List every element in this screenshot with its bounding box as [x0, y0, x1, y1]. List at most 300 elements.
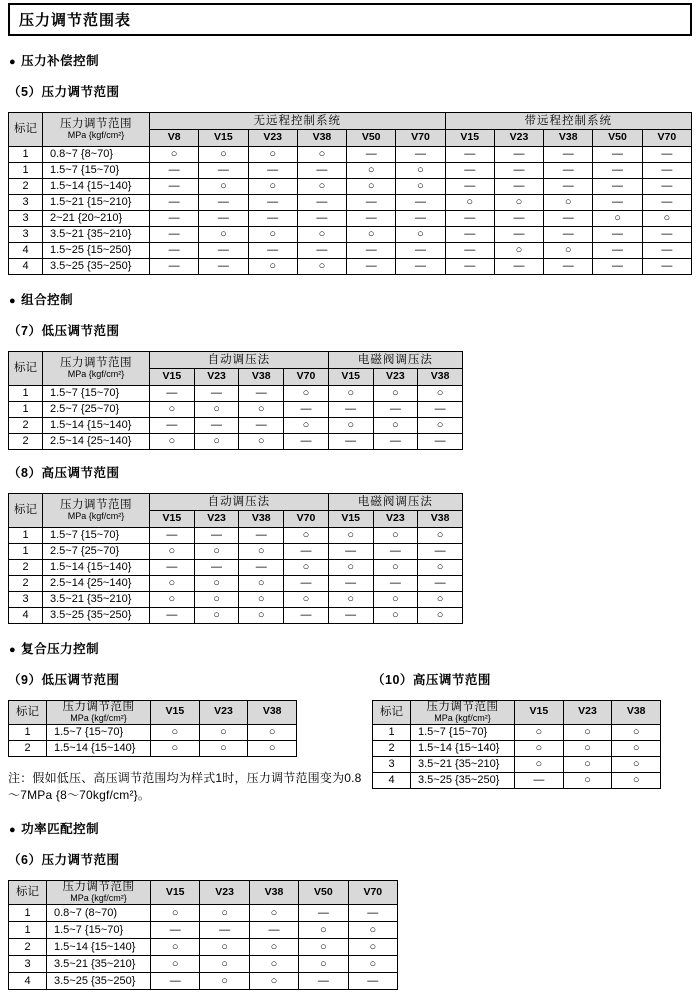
value-cell: ○: [348, 921, 397, 938]
section-label: 复合压力控制: [21, 642, 100, 656]
table-row: [373, 740, 661, 756]
table-header: [373, 701, 661, 725]
sub-heading-9: （9）低压调节范围: [8, 673, 120, 687]
column-header: V38: [239, 369, 284, 386]
value-cell: —: [150, 418, 195, 434]
value-cell: —: [445, 259, 494, 275]
value-cell: —: [445, 147, 494, 163]
value-cell: —: [150, 211, 199, 227]
section-heading-compound: [9, 639, 692, 657]
value-cell: ○: [248, 724, 297, 740]
mark-cell: 1: [9, 163, 43, 179]
value-cell: ○: [612, 724, 661, 740]
range-header-line2: MPa {kgf/cm²}: [67, 129, 125, 140]
value-cell: —: [150, 163, 199, 179]
range-cell: 1.5~7 {15~70}: [43, 163, 150, 179]
bullet-icon: ●: [9, 295, 17, 307]
mark-cell: 2: [9, 560, 43, 576]
table-row: [9, 576, 463, 592]
mark-cell: 1: [9, 921, 47, 938]
column-header: V23: [494, 130, 543, 147]
value-cell: ○: [249, 955, 298, 972]
range-header-line1: 压力调节范围: [60, 357, 132, 370]
bullet-icon: ●: [9, 824, 17, 837]
value-cell: ○: [373, 528, 418, 544]
value-cell: ○: [563, 756, 612, 772]
table-row: [9, 544, 463, 560]
table-row: [9, 528, 463, 544]
value-cell: ○: [151, 938, 200, 955]
mark-cell: 3: [373, 756, 411, 772]
value-cell: ○: [150, 576, 195, 592]
value-cell: ○: [418, 528, 463, 544]
table-header: [9, 113, 692, 147]
value-cell: ○: [347, 179, 396, 195]
value-cell: ○: [150, 147, 199, 163]
section-heading-compensation: [9, 51, 692, 69]
range-header-line1: 压力调节范围: [62, 881, 135, 894]
group-header: 自动调压法: [150, 494, 329, 511]
table-row: [373, 724, 661, 740]
value-cell: ○: [200, 972, 249, 989]
sub-heading-8: （8）高压调节范围: [8, 466, 120, 480]
value-cell: —: [494, 227, 543, 243]
table-body: [9, 528, 463, 624]
value-cell: —: [396, 259, 445, 275]
value-cell: —: [297, 195, 346, 211]
value-cell: —: [297, 163, 346, 179]
column-header: V70: [642, 130, 691, 147]
range-cell: 2.5~14 {25~140}: [43, 576, 150, 592]
column-header: V50: [593, 130, 642, 147]
value-cell: —: [284, 544, 329, 560]
value-cell: ○: [299, 921, 348, 938]
value-cell: —: [239, 528, 284, 544]
value-cell: ○: [328, 386, 373, 402]
table-row: [9, 259, 692, 275]
range-cell: 1.5~14 {15~140}: [43, 560, 150, 576]
value-cell: —: [494, 259, 543, 275]
mark-header: 标记: [373, 701, 411, 725]
value-cell: —: [642, 227, 691, 243]
mark-cell: 2: [9, 418, 43, 434]
column-header: V50: [299, 881, 348, 905]
mark-cell: 3: [9, 227, 43, 243]
value-cell: ○: [373, 560, 418, 576]
group-header: 无远程控制系统: [150, 113, 446, 130]
section-heading-combined: [9, 290, 692, 308]
table-row: [9, 402, 463, 418]
value-cell: ○: [194, 544, 239, 560]
range-header: [43, 352, 150, 386]
value-cell: ○: [284, 418, 329, 434]
value-cell: —: [396, 147, 445, 163]
value-cell: —: [494, 211, 543, 227]
value-cell: —: [593, 163, 642, 179]
value-cell: —: [418, 402, 463, 418]
value-cell: —: [347, 211, 396, 227]
value-cell: ○: [249, 972, 298, 989]
value-cell: ○: [418, 608, 463, 624]
range-header-line1: 压力调节范围: [60, 499, 132, 512]
value-cell: —: [418, 434, 463, 450]
value-cell: —: [150, 528, 195, 544]
sub-heading-10: （10）高压调节范围: [372, 673, 491, 687]
range-cell: 2.5~7 {25~70}: [43, 402, 150, 418]
value-cell: ○: [150, 592, 195, 608]
value-cell: ○: [248, 259, 297, 275]
value-cell: —: [445, 179, 494, 195]
column-header: V38: [544, 130, 593, 147]
value-cell: ○: [249, 904, 298, 921]
mark-cell: 3: [9, 592, 43, 608]
compound-columns: [8, 657, 692, 804]
value-cell: —: [494, 179, 543, 195]
range-header-line1: 压力调节范围: [62, 701, 135, 713]
table-body: [9, 147, 692, 275]
value-cell: —: [328, 434, 373, 450]
value-cell: ○: [150, 402, 195, 418]
value-cell: ○: [593, 211, 642, 227]
range-cell: 1.5~14 {15~140}: [43, 179, 150, 195]
value-cell: ○: [544, 243, 593, 259]
table-row: [9, 938, 398, 955]
value-cell: —: [593, 179, 642, 195]
value-cell: —: [150, 179, 199, 195]
value-cell: —: [299, 904, 348, 921]
value-cell: —: [418, 576, 463, 592]
range-cell: 1.5~25 {15~250}: [43, 243, 150, 259]
mark-cell: 2: [9, 576, 43, 592]
range-cell: 3.5~21 {35~210}: [43, 227, 150, 243]
column-header: V15: [151, 701, 200, 725]
value-cell: ○: [418, 386, 463, 402]
mark-header: 标记: [9, 113, 43, 147]
column-header: V15: [445, 130, 494, 147]
mark-header: 标记: [9, 881, 47, 905]
value-cell: ○: [151, 904, 200, 921]
range-header: [411, 701, 515, 725]
range-cell: 2.5~14 {25~140}: [43, 434, 150, 450]
value-cell: —: [150, 243, 199, 259]
value-cell: ○: [239, 592, 284, 608]
value-cell: —: [284, 608, 329, 624]
value-cell: ○: [418, 560, 463, 576]
value-cell: ○: [373, 592, 418, 608]
value-cell: ○: [200, 955, 249, 972]
value-cell: —: [494, 163, 543, 179]
range-header-line2: MPa {kgf/cm²}: [434, 712, 491, 723]
value-cell: —: [642, 259, 691, 275]
mark-cell: 2: [9, 434, 43, 450]
value-cell: ○: [515, 724, 564, 740]
value-cell: ○: [612, 756, 661, 772]
compound-right-column: [372, 657, 692, 789]
value-cell: ○: [347, 227, 396, 243]
column-header: V70: [284, 369, 329, 386]
value-cell: ○: [248, 227, 297, 243]
value-cell: —: [284, 434, 329, 450]
value-cell: ○: [284, 528, 329, 544]
value-cell: —: [284, 576, 329, 592]
value-cell: —: [150, 386, 195, 402]
table-row: [9, 608, 463, 624]
footnote: 注：假如低压、高压调节范围均为样式1时，压力调节范围变为0.8～7MPa {8～70kgf/cm²}。: [8, 770, 362, 802]
value-cell: ○: [151, 724, 200, 740]
value-cell: ○: [544, 195, 593, 211]
value-cell: ○: [199, 227, 248, 243]
value-cell: —: [544, 259, 593, 275]
sub-heading-6: （6）压力调节范围: [8, 853, 120, 868]
value-cell: —: [328, 544, 373, 560]
table-row: [373, 756, 661, 772]
range-cell: 1.5~14 {15~140}: [47, 740, 151, 756]
value-cell: —: [150, 259, 199, 275]
value-cell: ○: [563, 724, 612, 740]
compound-left-column: [8, 657, 372, 804]
table-header: [9, 352, 463, 386]
value-cell: —: [445, 243, 494, 259]
value-cell: ○: [150, 434, 195, 450]
range-cell: 3.5~21 {35~210}: [411, 756, 515, 772]
table-row: [9, 434, 463, 450]
value-cell: —: [194, 386, 239, 402]
value-cell: ○: [151, 955, 200, 972]
value-cell: ○: [297, 227, 346, 243]
table-row: [9, 921, 398, 938]
column-header: V38: [418, 511, 463, 528]
column-header: V38: [239, 511, 284, 528]
value-cell: —: [199, 259, 248, 275]
pressure-table-6: [8, 880, 398, 990]
column-header: V50: [347, 130, 396, 147]
value-cell: —: [200, 921, 249, 938]
mark-cell: 1: [9, 724, 47, 740]
range-cell: 3.5~21 {35~210}: [43, 592, 150, 608]
range-header-line1: 压力调节范围: [60, 118, 132, 131]
value-cell: —: [544, 179, 593, 195]
value-cell: —: [239, 418, 284, 434]
table-row: [9, 386, 463, 402]
value-cell: —: [642, 163, 691, 179]
value-cell: —: [347, 259, 396, 275]
bullet-icon: ●: [9, 644, 17, 656]
table-row: [9, 211, 692, 227]
pressure-table-5: [8, 112, 692, 275]
value-cell: ○: [328, 592, 373, 608]
range-cell: 1.5~14 {15~140}: [43, 418, 150, 434]
column-header: V23: [194, 511, 239, 528]
column-header: V38: [612, 701, 661, 725]
range-header-line2: MPa {kgf/cm²}: [70, 712, 127, 723]
column-header: V23: [373, 369, 418, 386]
mark-cell: 1: [9, 528, 43, 544]
range-cell: 2~21 {20~210}: [43, 211, 150, 227]
range-cell: 2.5~7 {25~70}: [43, 544, 150, 560]
page-title-text: 压力调节范围表: [19, 12, 132, 29]
column-header: V38: [249, 881, 298, 905]
value-cell: ○: [150, 544, 195, 560]
value-cell: ○: [239, 576, 284, 592]
mark-header: 标记: [9, 352, 43, 386]
column-header: V23: [194, 369, 239, 386]
value-cell: —: [328, 576, 373, 592]
value-cell: —: [284, 402, 329, 418]
range-cell: 1.5~14 {15~140}: [411, 740, 515, 756]
table-row: [9, 724, 297, 740]
range-cell: 3.5~25 {35~250}: [43, 608, 150, 624]
value-cell: —: [194, 560, 239, 576]
column-header: V15: [150, 511, 195, 528]
value-cell: —: [297, 211, 346, 227]
range-header: [47, 701, 151, 725]
value-cell: ○: [612, 740, 661, 756]
value-cell: —: [373, 402, 418, 418]
group-header-row: [9, 113, 692, 130]
value-cell: ○: [396, 163, 445, 179]
mark-cell: 1: [9, 904, 47, 921]
group-header: 带远程控制系统: [445, 113, 691, 130]
mark-header: 标记: [9, 494, 43, 528]
value-cell: —: [194, 418, 239, 434]
value-cell: —: [544, 211, 593, 227]
value-cell: —: [151, 921, 200, 938]
value-cell: ○: [299, 955, 348, 972]
mark-cell: 4: [9, 259, 43, 275]
value-cell: —: [150, 608, 195, 624]
value-cell: —: [347, 195, 396, 211]
value-cell: ○: [418, 418, 463, 434]
table-row: [9, 418, 463, 434]
value-cell: —: [642, 179, 691, 195]
value-cell: —: [396, 195, 445, 211]
value-cell: ○: [297, 259, 346, 275]
value-cell: ○: [239, 402, 284, 418]
group-header-row: [9, 494, 463, 511]
table-body: [373, 724, 661, 788]
value-cell: ○: [194, 576, 239, 592]
table-body: [9, 386, 463, 450]
mark-cell: 3: [9, 195, 43, 211]
group-header: 电磁阀调压法: [328, 352, 462, 369]
value-cell: —: [248, 163, 297, 179]
section-label: 组合控制: [21, 293, 74, 307]
column-header: V38: [418, 369, 463, 386]
column-header: V15: [328, 511, 373, 528]
range-header: [43, 494, 150, 528]
column-header: V23: [199, 701, 248, 725]
table-body: [9, 904, 398, 989]
value-cell: ○: [297, 147, 346, 163]
column-header: V15: [328, 369, 373, 386]
column-header-row: [373, 701, 661, 725]
column-header: V15: [515, 701, 564, 725]
value-cell: ○: [612, 772, 661, 788]
table-row: [9, 955, 398, 972]
range-header-line2: MPa {kgf/cm²}: [70, 892, 127, 903]
pressure-table-10: [372, 700, 661, 789]
range-cell: 0.8~7 (8~70): [47, 904, 151, 921]
value-cell: —: [494, 147, 543, 163]
range-header-line1: 压力调节范围: [426, 701, 499, 713]
range-cell: 1.5~7 {15~70}: [411, 724, 515, 740]
mark-cell: 1: [9, 147, 43, 163]
value-cell: —: [642, 147, 691, 163]
value-cell: ○: [328, 418, 373, 434]
mark-cell: 3: [9, 211, 43, 227]
value-cell: —: [239, 386, 284, 402]
value-cell: ○: [396, 227, 445, 243]
value-cell: —: [544, 163, 593, 179]
value-cell: —: [593, 195, 642, 211]
value-cell: ○: [151, 740, 200, 756]
table-row: [9, 592, 463, 608]
value-cell: ○: [328, 560, 373, 576]
range-header-line2: MPa {kgf/cm²}: [67, 510, 125, 521]
value-cell: ○: [515, 756, 564, 772]
value-cell: —: [593, 227, 642, 243]
value-cell: —: [299, 972, 348, 989]
table-header: [9, 701, 297, 725]
value-cell: ○: [297, 179, 346, 195]
column-header-row: [9, 701, 297, 725]
value-cell: —: [347, 147, 396, 163]
value-cell: —: [194, 528, 239, 544]
range-header: [43, 113, 150, 147]
range-cell: 1.5~7 {15~70}: [43, 386, 150, 402]
column-header: V38: [297, 130, 346, 147]
value-cell: —: [199, 163, 248, 179]
range-cell: 3.5~21 {35~210}: [47, 955, 151, 972]
value-cell: —: [544, 147, 593, 163]
column-header: V8: [150, 130, 199, 147]
column-header: V23: [373, 511, 418, 528]
value-cell: ○: [642, 211, 691, 227]
value-cell: ○: [239, 544, 284, 560]
column-header: V70: [396, 130, 445, 147]
value-cell: —: [328, 402, 373, 418]
mark-cell: 1: [9, 386, 43, 402]
page-title: [8, 3, 692, 36]
value-cell: ○: [515, 740, 564, 756]
value-cell: ○: [199, 147, 248, 163]
range-cell: 0.8~7 {8~70}: [43, 147, 150, 163]
value-cell: —: [239, 560, 284, 576]
table-row: [9, 227, 692, 243]
range-cell: 3.5~25 {35~250}: [43, 259, 150, 275]
value-cell: —: [445, 163, 494, 179]
column-header: V15: [150, 369, 195, 386]
value-cell: ○: [348, 955, 397, 972]
pressure-table-7: [8, 351, 463, 450]
value-cell: ○: [199, 740, 248, 756]
column-header: V70: [348, 881, 397, 905]
value-cell: ○: [347, 163, 396, 179]
value-cell: ○: [249, 938, 298, 955]
mark-cell: 1: [373, 724, 411, 740]
value-cell: ○: [396, 179, 445, 195]
value-cell: —: [445, 227, 494, 243]
table-row: [373, 772, 661, 788]
value-cell: —: [249, 921, 298, 938]
mark-cell: 1: [9, 402, 43, 418]
value-cell: ○: [239, 434, 284, 450]
section-label: 压力补偿控制: [21, 54, 100, 68]
range-header: [47, 881, 151, 905]
table-row: [9, 740, 297, 756]
value-cell: —: [348, 904, 397, 921]
column-header: V23: [200, 881, 249, 905]
